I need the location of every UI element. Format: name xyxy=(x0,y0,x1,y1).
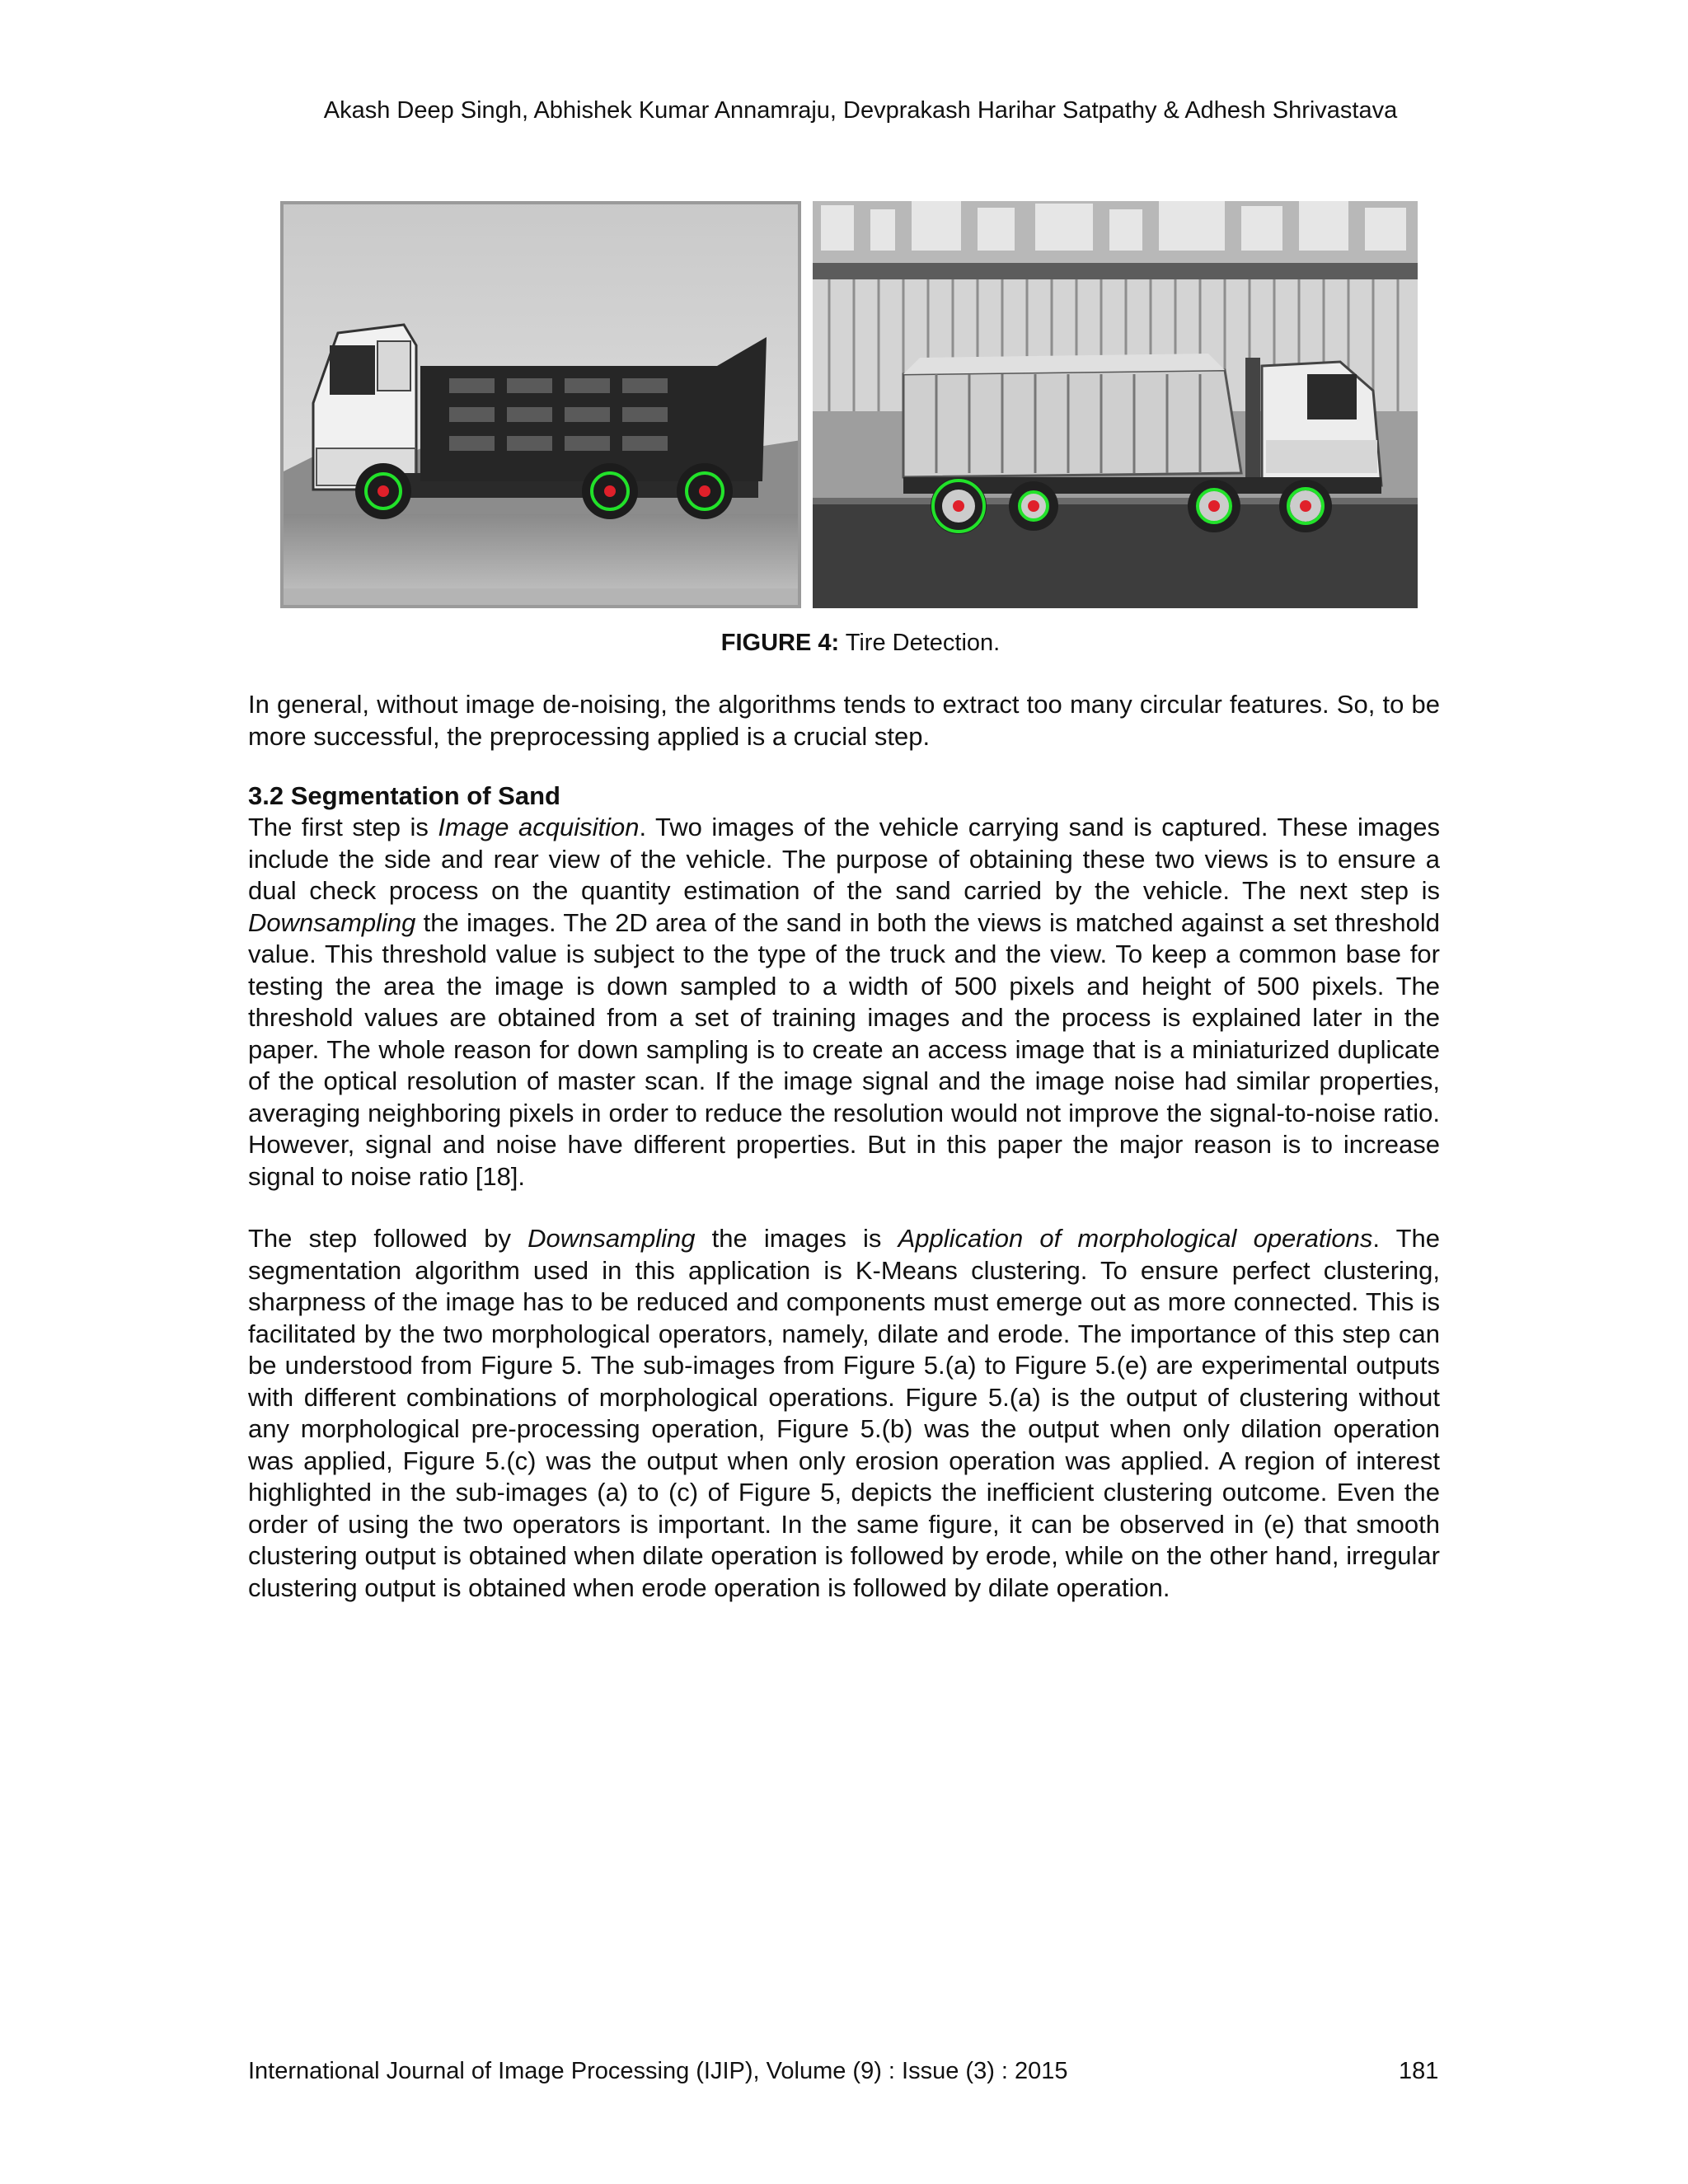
section-heading: 3.2 Segmentation of Sand xyxy=(248,781,560,810)
figure-4-left-image xyxy=(280,201,801,608)
paragraph-text: the images is xyxy=(695,1224,898,1253)
figure-4-right-image xyxy=(813,201,1418,608)
figure-caption-text: Tire Detection. xyxy=(839,630,1001,656)
paragraph-denoising xyxy=(248,689,1440,752)
footer-journal: International Journal of Image Processing (IJIP), Volume (9) : Issue (3) : 2015 xyxy=(248,2058,1068,2084)
figure-4-caption xyxy=(0,630,1688,657)
italic-term: Downsampling xyxy=(248,907,416,937)
running-head-authors: Akash Deep Singh, Abhishek Kumar Annamraju, Devprakash Harihar Satpathy & Adhesh Shrivastava xyxy=(323,97,1398,124)
page-number: 181 xyxy=(1399,2058,1439,2084)
italic-term: Application of morphological operations xyxy=(898,1224,1373,1253)
paragraph-text: The step followed by xyxy=(248,1224,528,1253)
paragraph-acquisition xyxy=(248,812,1440,1193)
figure-label: FIGURE 4: xyxy=(720,630,840,656)
italic-term: Downsampling xyxy=(528,1224,696,1253)
paragraph-text: the images. The 2D area of the sand in both the views is matched against a set threshold value. This threshold value is subject to the type of the truck and the view. To keep a common base for testing the area the image is down sampled to a width of 500 pixels and height of 500 pixels. The threshold values are obtained from a set of training images and the process is explained later in the paper. The whole reason for down sampling is to create an access image that is a miniaturized duplicate of the optical resolution of master scan. If the image signal and the image noise had similar properties, averaging neighboring pixels in order to reduce the resolution would not improve the signal-to-noise ratio. However, signal and noise have different properties. But in this paper the major reason is to increase signal to noise ratio [18]. xyxy=(248,907,1440,1191)
figure-4 xyxy=(280,201,1418,608)
paragraph-text: . The segmentation algorithm used in this application is K-Means clustering. To ensure perfect clustering, sharpness of the image has to be reduced and components must emerge out as more connected. This is facilitated by the two morphological operators, namely, dilate and erode. The importance of this step can be understood from Figure 5. The sub-images from Figure 5.(a) to Figure 5.(e) are experimental outputs with different combinations of morphological operations. Figure 5.(a) is the output of clustering without any morphological pre-processing operation, Figure 5.(b) was the output when only dilation operation was applied, Figure 5.(c) was the output when only erosion operation was applied. A region of interest highlighted in the sub-images (a) to (c) of Figure 5, depicts the inefficient clustering outcome. Even the order of using the two operators is important. In the same figure, it can be observed in (e) that smooth clustering output is obtained when dilate operation is followed by erode, while on the other hand, irregular clustering output is obtained when erode operation is followed by dilate operation. xyxy=(248,1224,1440,1602)
paragraph-denoising-text: In general, without image de-noising, the algorithms tends to extract too many circular features. So, to be more successful, the preprocessing applied is a crucial step. xyxy=(248,690,1440,751)
paragraph-text: The first step is xyxy=(248,813,438,841)
italic-term: Image acquisition xyxy=(438,813,640,841)
paragraph-morphology xyxy=(248,1223,1440,1604)
paragraph-text: . Two images of the vehicle carrying sand is captured. These images include the side and rear view of the vehicle. The purpose of obtaining these two views is to ensure a dual check process on the quantity estimation of the sand carried by the vehicle. The next step is xyxy=(248,813,1440,905)
